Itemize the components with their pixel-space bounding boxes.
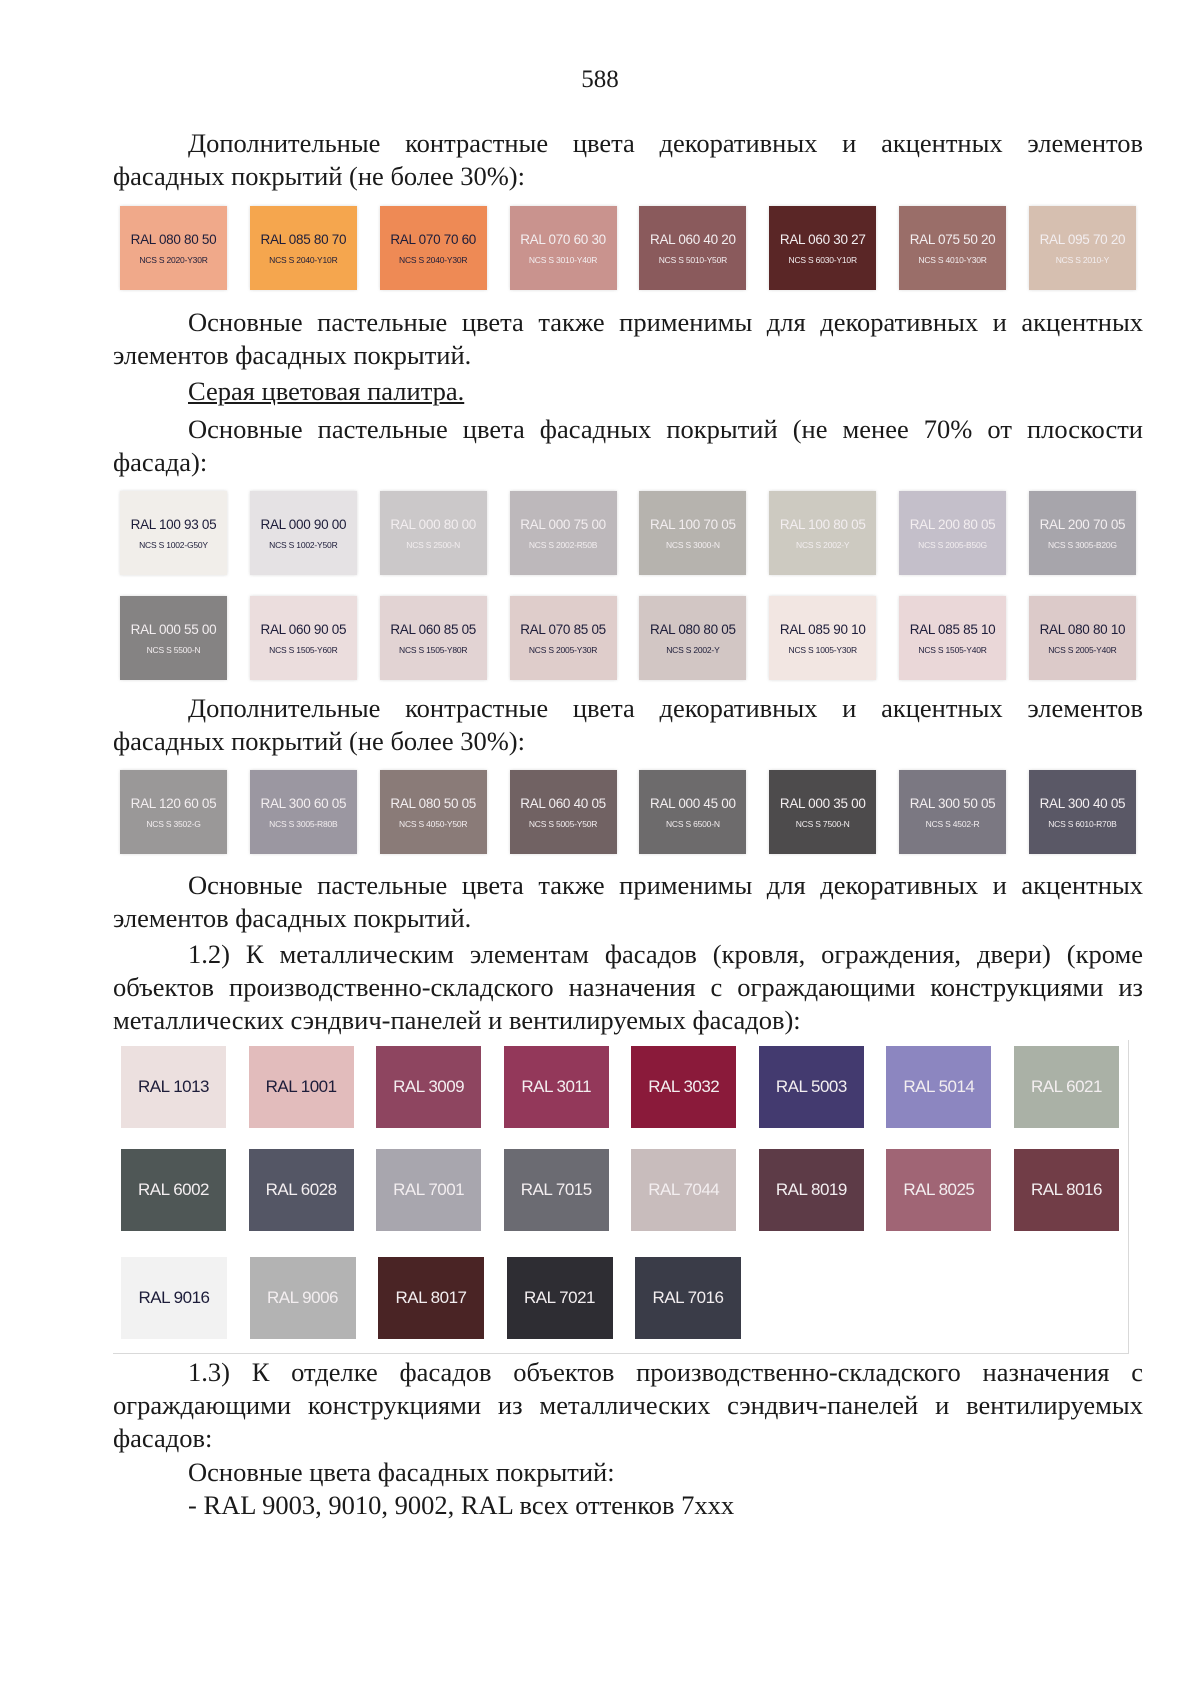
color-swatch: [380, 206, 487, 290]
metal-color-swatch: RAL 7021: [507, 1257, 613, 1339]
metal-color-swatch: RAL 7016: [635, 1257, 741, 1339]
swatch-ncs-code: NCS S 6030-Y10R: [788, 254, 857, 265]
metal-color-swatch: RAL 7001: [376, 1149, 481, 1231]
paragraph-warm-accent-intro: Дополнительные контрастные цвета декоративных и акцентных элементов фасадных покрытий (не более 30%):: [113, 128, 1143, 191]
color-swatch: [120, 596, 227, 680]
paragraph-pastel-applicable-1: Основные пастельные цвета также применимы для декоративных и акцентных элементов фасадных покрытий.: [113, 307, 1143, 370]
color-swatch: [769, 206, 876, 290]
metal-color-swatch: RAL 1013: [121, 1046, 226, 1128]
color-swatch: [250, 491, 357, 575]
swatch-ral-code: RAL 000 45 00: [650, 795, 736, 811]
grey-accent-swatches: [120, 770, 1136, 854]
swatch-ral-code: RAL 085 80 70: [260, 231, 347, 247]
paragraph-main-colors: Основные цвета фасадных покрытий:: [188, 1457, 615, 1487]
swatch-ncs-code: NCS S 1505-Y60R: [269, 644, 338, 655]
paragraph-grey-main-intro: Основные пастельные цвета фасадных покрытий (не менее 70% от плоскости фасада):: [113, 414, 1143, 477]
swatch-ral-code: RAL 070 60 30: [520, 231, 606, 247]
color-swatch: [250, 596, 357, 680]
swatch-ral-code: RAL 060 40 20: [650, 231, 736, 247]
metal-color-swatch: RAL 5014: [886, 1046, 991, 1128]
color-swatch: [510, 491, 617, 575]
metal-color-swatch: RAL 6021: [1014, 1046, 1119, 1128]
swatch-ncs-code: NCS S 6010-R70B: [1048, 818, 1117, 829]
swatch-ral-code: RAL 100 70 05: [650, 516, 736, 532]
swatch-ral-code: RAL 100 93 05: [130, 516, 217, 532]
metal-swatches-row2: [121, 1149, 1119, 1231]
swatch-ncs-code: NCS S 3005-B20G: [1047, 539, 1117, 550]
swatch-ncs-code: NCS S 3502-G: [146, 818, 201, 829]
swatch-ral-code: RAL 000 75 00: [520, 516, 606, 532]
swatch-ncs-code: NCS S 1002-G50Y: [139, 539, 208, 550]
metal-color-swatch: RAL 9006: [250, 1257, 356, 1339]
metal-swatches-row3: [121, 1257, 1119, 1339]
metal-color-swatch: RAL 7044: [631, 1149, 736, 1231]
swatch-ral-code: RAL 100 80 05: [779, 516, 866, 532]
swatch-ral-code: RAL 085 90 10: [779, 621, 866, 637]
warm-accent-swatches: [120, 206, 1136, 290]
swatch-ncs-code: NCS S 4502-R: [925, 818, 980, 829]
swatch-ral-code: RAL 000 90 00: [260, 516, 347, 532]
color-swatch: [769, 491, 876, 575]
swatch-ncs-code: NCS S 1505-Y80R: [399, 644, 468, 655]
swatch-ncs-code: NCS S 4050-Y50R: [399, 818, 468, 829]
metal-color-swatch: RAL 3009: [376, 1046, 481, 1128]
swatch-ncs-code: NCS S 2002-Y: [666, 644, 720, 655]
swatch-ral-code: RAL 300 60 05: [260, 795, 347, 811]
color-swatch: [639, 206, 746, 290]
color-swatch: [899, 770, 1006, 854]
heading-grey-palette: [113, 375, 1143, 408]
color-swatch: [120, 206, 227, 290]
metal-color-swatch: RAL 7015: [504, 1149, 609, 1231]
color-swatch: [120, 770, 227, 854]
swatch-ral-code: RAL 300 50 05: [909, 795, 996, 811]
swatch-ncs-code: NCS S 6500-N: [665, 818, 720, 829]
metal-color-swatch: RAL 1001: [249, 1046, 354, 1128]
swatch-ncs-code: NCS S 3010-Y40R: [528, 254, 598, 265]
color-swatch: [250, 770, 357, 854]
swatch-ncs-code: NCS S 5005-Y50R: [528, 818, 598, 829]
heading-grey-palette-text: Серая цветовая палитра.: [188, 376, 465, 406]
swatch-ral-code: RAL 080 80 05: [650, 621, 736, 637]
swatch-ncs-code: NCS S 7500-N: [795, 818, 850, 829]
swatch-ncs-code: NCS S 3000-N: [665, 539, 720, 550]
swatch-ral-code: RAL 070 70 60: [390, 231, 477, 247]
swatch-ncs-code: NCS S 2010-Y: [1055, 254, 1110, 265]
swatch-ral-code: RAL 060 30 27: [779, 231, 866, 247]
swatch-ral-code: RAL 060 90 05: [260, 621, 347, 637]
swatch-ral-code: RAL 080 80 10: [1039, 621, 1126, 637]
metal-color-swatch: RAL 8016: [1014, 1149, 1119, 1231]
grey-main-swatches-row2: [120, 596, 1136, 680]
swatch-ral-code: RAL 095 70 20: [1039, 231, 1126, 247]
swatch-ncs-code: NCS S 1005-Y30R: [788, 644, 857, 655]
metal-color-swatch: RAL 6002: [121, 1149, 226, 1231]
swatch-ral-code: RAL 300 40 05: [1039, 795, 1126, 811]
metal-color-swatch: RAL 6028: [249, 1149, 354, 1231]
color-swatch: [639, 596, 746, 680]
color-swatch: [510, 206, 617, 290]
color-swatch: [1029, 491, 1136, 575]
swatch-ncs-code: NCS S 2040-Y10R: [269, 254, 338, 265]
swatch-ncs-code: NCS S 2005-Y40R: [1048, 644, 1117, 655]
swatch-ncs-code: NCS S 2020-Y30R: [139, 254, 208, 265]
metal-color-swatch: RAL 8025: [886, 1149, 991, 1231]
paragraph-ral-list: - RAL 9003, 9010, 9002, RAL всех оттенков 7ххх: [188, 1490, 735, 1520]
swatch-ncs-code: NCS S 3005-R80B: [269, 818, 338, 829]
color-swatch: [769, 596, 876, 680]
color-swatch: [899, 596, 1006, 680]
paragraph-industrial-facades: 1.3) К отделке фасадов объектов производственно-складского назначения с ограждающими конструкциями из металлических сэндвич-панелей и вентилируемых фасадов:: [113, 1357, 1143, 1453]
swatch-ral-code: RAL 120 60 05: [130, 795, 217, 811]
color-swatch: [639, 770, 746, 854]
color-swatch: [380, 491, 487, 575]
color-swatch: [1029, 596, 1136, 680]
swatch-ral-code: RAL 000 80 00: [390, 516, 477, 532]
color-swatch: [899, 491, 1006, 575]
swatch-ncs-code: NCS S 2500-N: [406, 539, 461, 550]
color-swatch: [639, 491, 746, 575]
swatch-ral-code: RAL 075 50 20: [909, 231, 996, 247]
color-swatch: [510, 770, 617, 854]
metal-swatch-panel: [113, 1040, 1129, 1354]
color-swatch: [250, 206, 357, 290]
swatch-ncs-code: NCS S 5010-Y50R: [658, 254, 728, 265]
color-swatch: [1029, 770, 1136, 854]
swatch-ncs-code: NCS S 4010-Y30R: [918, 254, 987, 265]
metal-color-swatch: RAL 5003: [759, 1046, 864, 1128]
swatch-ral-code: RAL 000 55 00: [130, 621, 217, 637]
grey-main-swatches-row1: [120, 491, 1136, 575]
color-swatch: [380, 596, 487, 680]
swatch-ral-code: RAL 060 40 05: [520, 795, 606, 811]
color-swatch: [510, 596, 617, 680]
swatch-ral-code: RAL 200 70 05: [1039, 516, 1126, 532]
metal-color-swatch: RAL 9016: [121, 1257, 227, 1339]
metal-swatches-row1: [121, 1046, 1119, 1128]
color-swatch: [769, 770, 876, 854]
color-swatch: [899, 206, 1006, 290]
metal-color-swatch: RAL 3011: [504, 1046, 609, 1128]
swatch-ncs-code: NCS S 2005-Y30R: [528, 644, 598, 655]
swatch-ncs-code: NCS S 2005-B50G: [918, 539, 987, 550]
swatch-ral-code: RAL 200 80 05: [909, 516, 996, 532]
page-number: 588: [581, 66, 619, 93]
swatch-ncs-code: NCS S 5500-N: [146, 644, 201, 655]
swatch-ral-code: RAL 070 85 05: [520, 621, 606, 637]
color-swatch: [380, 770, 487, 854]
swatch-ral-code: RAL 080 80 50: [130, 231, 217, 247]
paragraph-pastel-applicable-2: Основные пастельные цвета также применимы для декоративных и акцентных элементов фасадных покрытий.: [113, 870, 1143, 933]
swatch-ncs-code: NCS S 1002-Y50R: [269, 539, 338, 550]
swatch-ncs-code: NCS S 2002-Y: [796, 539, 850, 550]
swatch-ral-code: RAL 080 50 05: [390, 795, 477, 811]
swatch-ncs-code: NCS S 2040-Y30R: [399, 254, 468, 265]
swatch-ncs-code: NCS S 2002-R50B: [528, 539, 598, 550]
metal-color-swatch: RAL 8017: [378, 1257, 484, 1339]
swatch-ncs-code: NCS S 1505-Y40R: [918, 644, 987, 655]
swatch-ral-code: RAL 085 85 10: [909, 621, 996, 637]
color-swatch: [1029, 206, 1136, 290]
swatch-ral-code: RAL 060 85 05: [390, 621, 477, 637]
color-swatch: [120, 491, 227, 575]
swatch-ral-code: RAL 000 35 00: [779, 795, 866, 811]
paragraph-grey-accent-intro: Дополнительные контрастные цвета декоративных и акцентных элементов фасадных покрытий (не более 30%):: [113, 693, 1143, 756]
metal-color-swatch: RAL 8019: [759, 1149, 864, 1231]
metal-color-swatch: RAL 3032: [631, 1046, 736, 1128]
paragraph-metal-elements: 1.2) К металлическим элементам фасадов (кровля, ограждения, двери) (кроме объектов производственно-складского назначения с ограждающими конструкциями из металлических сэндвич-панелей и вентилируемых фасадов):: [113, 939, 1143, 1035]
